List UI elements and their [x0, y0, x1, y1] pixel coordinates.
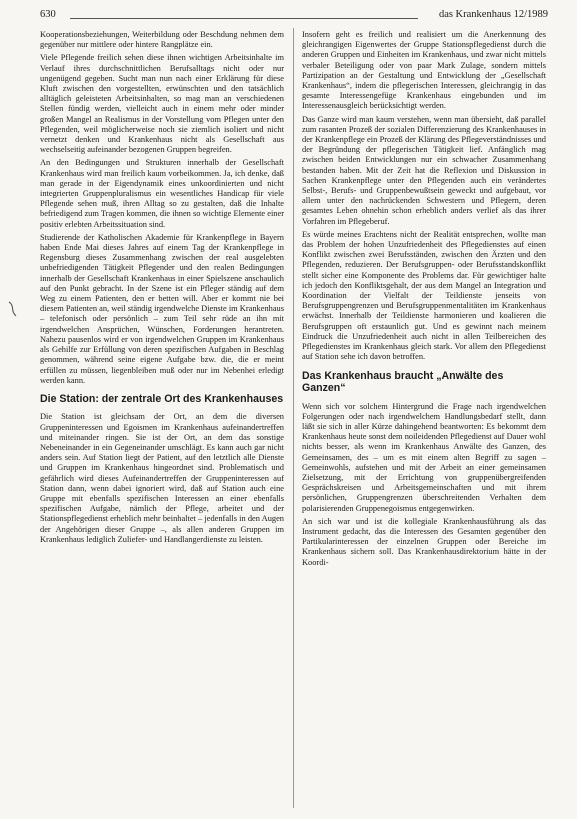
- right-column: [302, 30, 546, 571]
- paragraph: Studierende der Katholischen Akademie für Krankenpflege in Bayern haben Ende Mai dieses Jahres auf einem Tag der Krankenpflege in Regensburg dieses Zusammenhang zwischen der real ausgelebten unbefriedigenden Tätigkeit Pflegender und den realen Bedingungen innerhalb der Gesellschaft Krankenhaus in einer Spielszene anschaulich auf den Punkt gebracht. In der Szene ist ein Pfleger ständig auf dem Weg zu einem Patienten, den er betten will. Aber er kommt nie bei diesem Patienten an, weil ständig irgendwelche Dienste im Krankenhaus – telefonisch oder persönlich – zum Teil sehr rüde an ihn mit irgendwelchen Ansprüchen, Wünschen, Forderungen herantreten. Nahezu pausenlos wird er von irgendwelchen Gruppen im Krankenhaus als Gehilfe zur Erfüllung von deren spezifischen Aufgaben in Beschlag genommen, während seine eigene Aufgabe bzw. die, die er meint erfüllen zu müssen, liegenbleiben muß oder nur im Nebenhei erledigt werden kann.: [40, 232, 284, 385]
- paragraph: Die Station ist gleichsam der Ort, an dem die diversen Gruppeninteressen und Egoismen im Krankenhaus aufeinandertreffen und miteinander ringen. Sie ist der Ort, an dem das sonstige Nebeneinander in ein Gegeneinander umschlägt. Es kann auch gar nicht anders sein. Auf Station liegt der Patient, auf den letztlich alle Dienste und Gruppen im Krankenhaus hingeordnet sind. Problematisch und gefährlich wird dieses Aufeinandertreffen der Gruppeninteressen auf Station dann, wenn dabei ignoriert wird, daß auf Station auch eine Gruppe mit ebenfalls spezifischen Interessen an einer ebenfalls spezifischen Aufgabe, nämlich der Pflege, arbeitet und der Stationspflegedienst erheblich mehr beinhaltet – jedenfalls in den Augen der Angehörigen dieser Gruppe –, als allen anderen Gruppen im Krankenhaus lediglich Zuliefer- und Handlangerdienste zu leisten.: [40, 412, 284, 544]
- section-heading: Das Krankenhaus braucht „Anwälte des Ganzen“: [302, 369, 504, 394]
- page-number: 630: [40, 9, 56, 20]
- paragraph: An den Bedingungen und Strukturen innerhalb der Gesellschaft Krankenhaus wird man freilich kaum vorbeikommen. Ja, ich denke, daß man gerade in der Eigendynamik eines unkoordinierten und nicht integrierten Gruppenpluralismus ein wesentliches Handicap für viele Pflegende sehen muß, ihren Alltag so zu gestalten, daß die Inhalte befriedigend zum Tragen kommen, die ihnen so wichtige Elemente einer positiv erlebten Arbeitssituation sind.: [40, 158, 284, 229]
- paragraph: Das Ganze wird man kaum verstehen, wenn man übersieht, daß parallel zum rasanten Prozeß der sozialen Differenzierung des Krankenhauses in der Krankenpflege ein Prozeß der Klärung des Pflegeverständnisses und der Begründung der pflegerischen Tätigkeit lief. Anfänglich mag zwischen beiden Entwicklungen nur ein schwacher Zusammenhang bestanden haben. Mit der Zeit hat die Reflexion und Diskussion in Sachen Krankenpflege unter den Pflegenden auch ein verändertes Selbst-, Berufs- und Gruppenbewußtsein geweckt und aufgebaut, vor allem unter den nachrückenden Schwestern und Pflegern, deren gesamtes Leben ohnehin schon erheblich anders verlief als das ihrer Vorfahren im Pflegeberuf.: [302, 114, 546, 226]
- paragraph: Insofern geht es freilich und realisiert um die Anerkennung des gleichrangigen Eigenwertes der Gruppe Stationspflegedienst durch die anderen Gruppen und Einheiten im Krankenhaus, und zwar nicht mittels verbaler Beteiligung oder von paar Mark Zulage, sondern mittels Partizipation an der Gestaltung und Entwicklung der „Gesellschaft Krankenhaus“, indem die pflegerischen Interessen, gleichrangig in das gesamte Interessengefüge Krankenhaus eingebunden und im Interessenausgleich berücksichtigt werden.: [302, 30, 546, 111]
- header-rule: [70, 18, 418, 19]
- paragraph: Viele Pflegende freilich sehen diese ihnen wichtigen Arbeitsinhalte im Verlauf ihres durchschnittlichen Berufsalltags nicht oder nur ungenügend gegeben. Sucht man nun nach einer Erklärung für diese Kluft zwischen den vorgestellten, erwünschten und den tatsächlich alltäglich geleisteten Arbeitsinhalten, so mag man an verschiedenen Stellen fündig werden, vielleicht auch in einem mehr oder minder großen Mangel an Realismus in der Vorstellung vom Pflegen unter den Pflegenden, weil möglicherweise noch sie ziemlich isoliert und nicht vernetzt denken und Krankenhaus nicht als Gesellschaft aus wechselseitig aufeinander bezogenen Gruppen begreifen.: [40, 53, 284, 155]
- paragraph: Kooperationsbeziehungen, Weiterbildung oder Beschdung nehmen dem gegenüber nur mittlere oder hintere Rangplätze ein.: [40, 30, 284, 50]
- paragraph: Wenn sich vor solchem Hintergrund die Frage nach irgendwelchen Folgerungen oder nach irgendwelchem Handlungsbedarf stellt, dann läßt sie sich in aller Kürze dahingehend beantworten: Es bekommt dem Krankenhaus heute sonst dem noileidenden Pflegedienst auf Dauer wohl nichts besser, als wenn im Krankenhaus Anwälte des Ganzen, des Gemeinsamen, des – um es mit einem alten Begriff zu sagen – Gemeinwohls, aufstehen und mit der Arbeit an einer gemeinsamen Zielsetzung, mit der Errichtung von gruppenübergreifenden Gesprächskreisen und Arbeitsgemeinschaften und mit ihrem persönlichen, Gruppengrenzen überschreitenden Verhalten dem polarisierenden Gruppenegoismus entgegenwirken.: [302, 401, 546, 513]
- paragraph: An sich war und ist die kollegiale Krankenhausführung als das Instrument gedacht, das die Interessen des Gesamten gegenüber den Partikularinteressen der einzelnen Gruppen oder Bereiche im Krankenhaus sichern soll. Das Krankenhausdirektorium hätte in der Koordi-: [302, 516, 546, 567]
- column-divider: [293, 28, 294, 808]
- paragraph: Es würde meines Erachtens nicht der Realität entsprechen, wollte man das Problem der hohen Unzufriedenheit des Pflegedienstes auf einen Konflikt zwischen zwei Berufsständen, zwischen den Ärzten und den Pflegenden, reduzieren. Der Berufsgruppen- oder Berufsstandskonflikt stellt sicher eine Komponente des Problems dar. Für gewichtiger halte ich jedoch den Konfliktsgehalt, der aus dem Mangel an Integration und Koordination der Vielfalt der Teildienste jenseits von Berufsgruppengrenzen und Berufsgruppenmentalitäten im Krankenhaus erwächst. Innerhalb der Teildienste harmonieren und koalieren die Berufsgruppen oft erstaunlich gut. Und es gewinnt nach meinem Eindruck die Unzufriedenheit auch nicht in allen Teilbereichen des Pflegedienstes im Krankenhaus gleich stark. Vor allem den Pflegedienst auf Station sehe ich davon betroffen.: [302, 229, 546, 362]
- left-column: [40, 30, 284, 548]
- page-header: [40, 8, 548, 22]
- margin-mark-icon: [6, 300, 20, 318]
- journal-name: das Krankenhaus 12/1989: [438, 9, 548, 20]
- section-heading: Die Station: der zentrale Ort des Krankenhauses: [40, 392, 284, 405]
